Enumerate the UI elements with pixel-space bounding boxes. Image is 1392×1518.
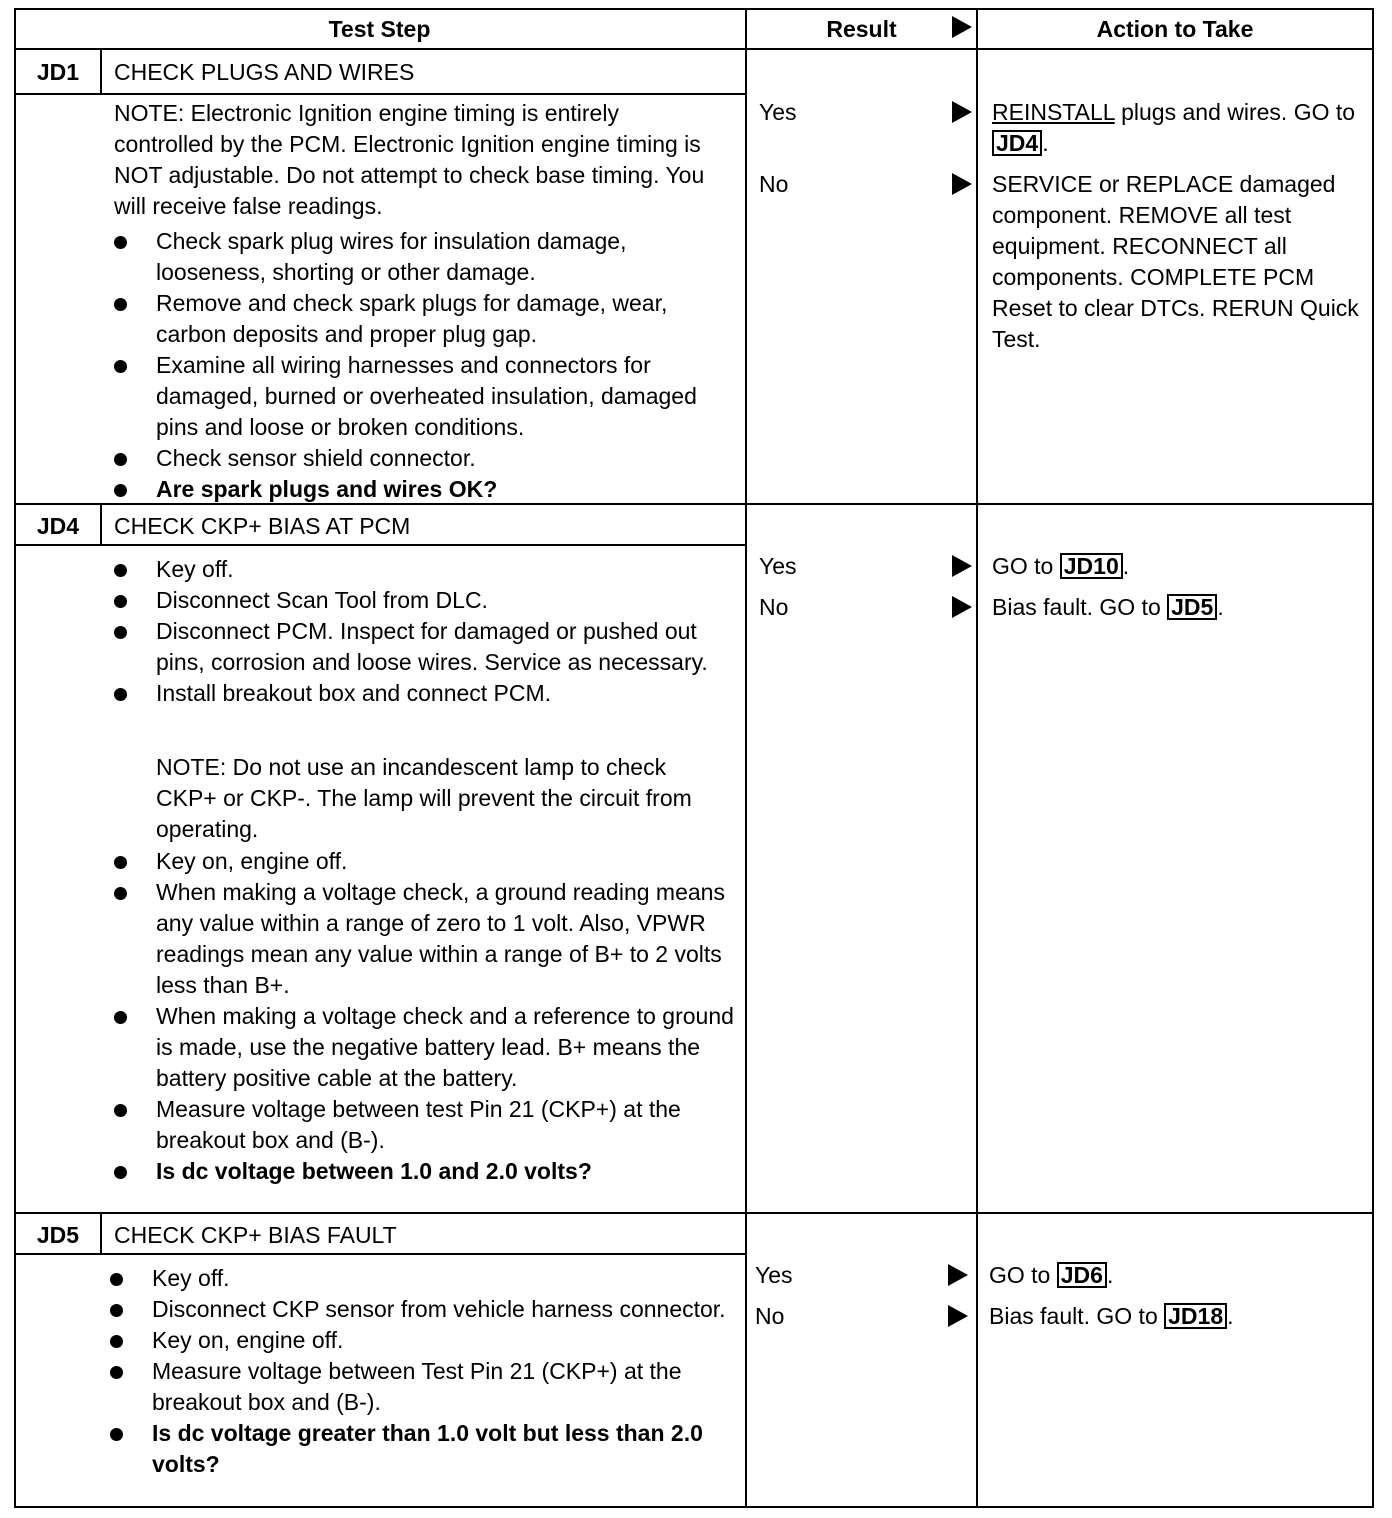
header-test-step: Test Step — [328, 16, 431, 42]
bullet-icon — [114, 856, 127, 869]
list-item: Disconnect CKP sensor from vehicle harness connector. — [110, 1294, 730, 1325]
diagnostic-table — [14, 8, 1374, 1508]
header-result: Result — [826, 16, 897, 42]
result-yes: Yes — [759, 99, 797, 125]
step-title: CHECK CKP+ BIAS AT PCM — [114, 513, 411, 539]
jd1-bottom-border — [14, 503, 1374, 505]
arrow-icon — [952, 555, 972, 577]
action-no: SERVICE or REPLACE damaged component. REMOVE all test equipment. RECONNECT all components. COMPLETE PCM Reset to clear DTCs. RERUN Quick Test. — [992, 171, 1359, 352]
step-checklist — [114, 846, 734, 1187]
bullet-icon — [114, 564, 127, 577]
action-yes: GO to JD6 . — [989, 1262, 1114, 1288]
list-item: When making a voltage check and a reference to ground is made, use the negative battery lead. B+ means the battery positive cable at the battery. — [114, 1001, 734, 1094]
list-item: Key on, engine off. — [114, 846, 734, 877]
step-checklist — [110, 1263, 730, 1480]
list-item: Install breakout box and connect PCM. — [114, 678, 734, 709]
step-reference: JD5 — [1167, 594, 1217, 620]
arrow-icon — [948, 1305, 968, 1327]
bullet-icon — [114, 1011, 127, 1024]
action-no: Bias fault. GO to JD18 . — [989, 1303, 1234, 1329]
bottom-border — [14, 1506, 1374, 1508]
step-id: JD5 — [36, 1222, 80, 1248]
header-action: Action to Take — [1096, 16, 1254, 42]
list-item: Key off. — [114, 554, 734, 585]
bullet-icon — [114, 236, 127, 249]
jd1-title-bottom — [14, 93, 745, 95]
step-id: JD4 — [36, 513, 80, 539]
jd1-id-divider — [100, 50, 102, 94]
action-column-divider — [976, 8, 978, 1508]
result-column-divider — [745, 8, 747, 1508]
list-item: Examine all wiring harnesses and connectors for damaged, burned or overheated insulation, damaged pins and loose or broken conditions. — [114, 350, 734, 443]
jd4-bottom-border — [14, 1212, 1374, 1214]
step-reference: JD6 — [1057, 1262, 1107, 1288]
list-item: Key off. — [110, 1263, 730, 1294]
step-note: NOTE: Do not use an incandescent lamp to check CKP+ or CKP-. The lamp will prevent the circuit from operating. — [156, 754, 692, 842]
result-yes: Yes — [755, 1262, 793, 1288]
result-no: No — [759, 171, 789, 197]
bullet-icon — [114, 453, 127, 466]
step-id: JD1 — [36, 59, 80, 85]
bullet-icon — [110, 1428, 123, 1441]
result-no: No — [759, 594, 789, 620]
result-no: No — [755, 1303, 785, 1329]
result-yes: Yes — [759, 553, 797, 579]
bullet-icon — [114, 484, 127, 497]
bullet-icon — [114, 887, 127, 900]
step-title: CHECK PLUGS AND WIRES — [114, 59, 415, 85]
header-arrow-icon — [952, 16, 972, 38]
step-note: NOTE: Electronic Ignition engine timing is entirely controlled by the PCM. Electronic Ignition engine timing is NOT adjustable. Do not attempt to check base timing. You will receive false readings. — [114, 100, 705, 219]
bullet-icon — [110, 1273, 123, 1286]
left-border — [14, 8, 16, 1508]
step-reference: JD10 — [1060, 553, 1123, 579]
bullet-icon — [114, 360, 127, 373]
action-yes: GO to JD10 . — [992, 553, 1130, 579]
list-item: Check sensor shield connector. — [114, 443, 734, 474]
arrow-icon — [952, 596, 972, 618]
action-no: Bias fault. GO to JD5 . — [992, 594, 1224, 620]
step-reference: JD18 — [1164, 1303, 1227, 1329]
jd4-id-divider — [100, 505, 102, 545]
step-title: CHECK CKP+ BIAS FAULT — [114, 1222, 397, 1248]
list-item: Disconnect Scan Tool from DLC. — [114, 585, 734, 616]
bullet-icon — [114, 298, 127, 311]
list-item: Measure voltage between Test Pin 21 (CKP+) at the breakout box and (B-). — [110, 1356, 730, 1418]
bullet-icon — [114, 626, 127, 639]
right-border — [1372, 8, 1374, 1508]
list-item: Disconnect PCM. Inspect for damaged or pushed out pins, corrosion and loose wires. Service as necessary. — [114, 616, 734, 678]
arrow-icon — [952, 173, 972, 195]
step-checklist — [114, 554, 734, 709]
bullet-icon — [114, 1104, 127, 1117]
list-item: Check spark plug wires for insulation damage, looseness, shorting or other damage. — [114, 226, 734, 288]
list-item: Key on, engine off. — [110, 1325, 730, 1356]
jd5-id-divider — [100, 1214, 102, 1254]
step-question: Is dc voltage between 1.0 and 2.0 volts? — [114, 1156, 734, 1187]
bullet-icon — [110, 1366, 123, 1379]
bullet-icon — [114, 688, 127, 701]
step-checklist — [114, 226, 734, 505]
list-item: Remove and check spark plugs for damage, wear, carbon deposits and proper plug gap. — [114, 288, 734, 350]
bullet-icon — [114, 595, 127, 608]
arrow-icon — [948, 1264, 968, 1286]
list-item: When making a voltage check, a ground reading means any value within a range of zero to 1 volt. Also, VPWR readings mean any value within a range of B+ to 2 volts less than B+. — [114, 877, 734, 1001]
bullet-icon — [114, 1166, 127, 1179]
header-bottom-border — [14, 48, 1374, 50]
bullet-icon — [110, 1335, 123, 1348]
list-item: Measure voltage between test Pin 21 (CKP+) at the breakout box and (B-). — [114, 1094, 734, 1156]
bullet-icon — [110, 1304, 123, 1317]
step-reference: JD4 — [992, 130, 1042, 156]
arrow-icon — [952, 101, 972, 123]
action-yes: REINSTALL plugs and wires. GO to JD4 . — [992, 99, 1356, 156]
step-question: Is dc voltage greater than 1.0 volt but less than 2.0 volts? — [110, 1418, 730, 1480]
step-question: Are spark plugs and wires OK? — [114, 474, 734, 505]
